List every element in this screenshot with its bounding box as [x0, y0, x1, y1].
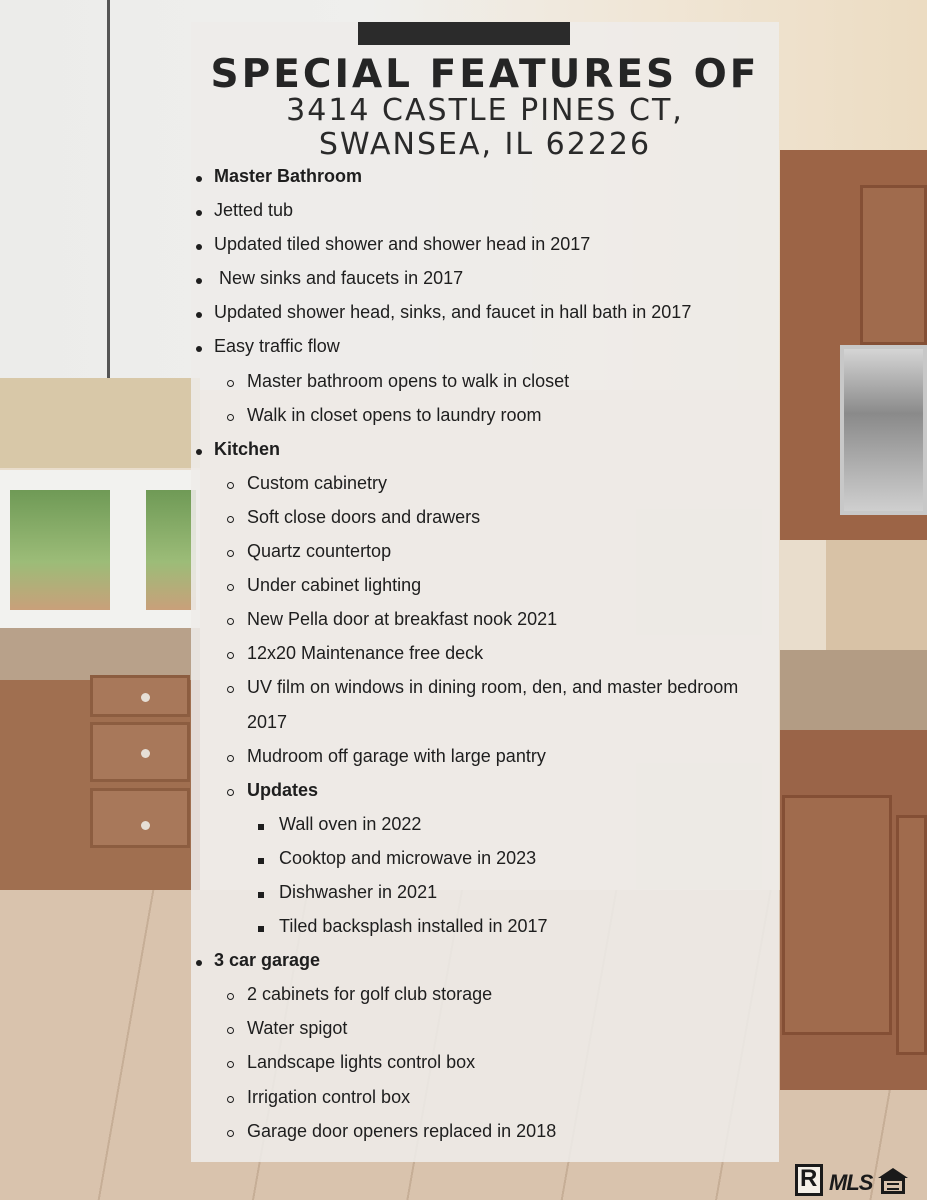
list-item: Cooktop and microwave in 2023 [191, 844, 779, 878]
list-item: UV film on windows in dining room, den, and master bedroom [191, 673, 779, 707]
countertop-left [0, 628, 200, 680]
bullet-ring-icon [227, 1083, 234, 1111]
list-item: Updated tiled shower and shower head in 2017 [191, 230, 779, 264]
bullet-ring-icon [227, 503, 234, 531]
bullet-ring-icon [227, 742, 234, 770]
cabinet-door [860, 185, 927, 345]
knob [141, 693, 150, 702]
list-item: Custom cabinetry [191, 469, 779, 503]
cabinet-door [896, 815, 927, 1055]
list-item: Quartz countertop [191, 537, 779, 571]
bullet-dot-icon [196, 264, 202, 292]
bullet-square-icon [258, 912, 264, 940]
list-item: Tiled backsplash installed in 2017 [191, 912, 779, 946]
page-title: SPECIAL FEATURES OF [210, 52, 760, 97]
bullet-ring-icon [227, 639, 234, 667]
list-item: Kitchen [191, 435, 779, 469]
bullet-square-icon [258, 878, 264, 906]
backsplash [826, 540, 927, 650]
list-item: Master Bathroom [191, 162, 779, 196]
list-item: Mudroom off garage with large pantry [191, 742, 779, 776]
bullet-ring-icon [227, 367, 234, 395]
bullet-dot-icon [196, 196, 202, 224]
countertop-right [780, 650, 927, 730]
list-item: 3 car garage [191, 946, 779, 980]
list-item: Easy traffic flow [191, 332, 779, 366]
bullet-ring-icon [227, 1048, 234, 1076]
bullet-ring-icon [227, 571, 234, 599]
list-item: New sinks and faucets in 2017 [191, 264, 779, 298]
bullet-ring-icon [227, 980, 234, 1008]
bullet-square-icon [258, 810, 264, 838]
bullet-square-icon [258, 844, 264, 872]
mls-logo: MLS [829, 1170, 873, 1195]
drawer [90, 675, 190, 717]
bullet-ring-icon [227, 1117, 234, 1145]
footer-logos [795, 1160, 908, 1196]
list-item: Landscape lights control box [191, 1048, 779, 1082]
feature-list [191, 162, 779, 1151]
bullet-ring-icon [227, 605, 234, 633]
list-item: 12x20 Maintenance free deck [191, 639, 779, 673]
address-line-2: SWANSEA, IL 62226 [318, 127, 652, 162]
accent-bar [358, 22, 570, 45]
bullet-dot-icon [196, 946, 202, 974]
cabinet-door [782, 795, 892, 1035]
list-item: Garage door openers replaced in 2018 [191, 1117, 779, 1151]
list-item-continuation: 2017 [247, 711, 288, 732]
bullet-ring-icon [227, 776, 234, 804]
address-line-1: 3414 CASTLE PINES CT, [286, 93, 684, 128]
list-item: Wall oven in 2022 [191, 810, 779, 844]
wall-left [0, 378, 200, 468]
bullet-dot-icon [196, 162, 202, 190]
list-item: Water spigot [191, 1014, 779, 1048]
list-item: Updated shower head, sinks, and faucet in hall bath in 2017 [191, 298, 779, 332]
list-item: 2 cabinets for golf club storage [191, 980, 779, 1014]
pendant-light-rod [107, 0, 110, 380]
knob [141, 749, 150, 758]
bullet-dot-icon [196, 435, 202, 463]
list-item: Updates [191, 776, 779, 810]
list-item: New Pella door at breakfast nook 2021 [191, 605, 779, 639]
list-item: Irrigation control box [191, 1083, 779, 1117]
bullet-dot-icon [196, 332, 202, 360]
list-item: Master bathroom opens to walk in closet [191, 367, 779, 401]
property-address [191, 94, 779, 162]
list-item: Walk in closet opens to laundry room [191, 401, 779, 435]
features-panel [191, 22, 779, 1162]
bullet-ring-icon [227, 537, 234, 565]
bullet-dot-icon [196, 298, 202, 326]
list-item: Under cabinet lighting [191, 571, 779, 605]
bullet-ring-icon [227, 469, 234, 497]
realtor-logo-icon: R [795, 1164, 823, 1196]
equal-housing-opportunity-icon [878, 1168, 908, 1196]
knob [141, 821, 150, 830]
list-item: Dishwasher in 2021 [191, 878, 779, 912]
microwave [840, 345, 927, 515]
bullet-dot-icon [196, 230, 202, 258]
window-pane-left [10, 490, 110, 610]
bullet-ring-icon [227, 1014, 234, 1042]
list-item: Jetted tub [191, 196, 779, 230]
drawer [90, 788, 190, 848]
window-pane-right [146, 490, 196, 610]
list-item: Soft close doors and drawers [191, 503, 779, 537]
bullet-ring-icon [227, 401, 234, 429]
bullet-ring-icon [227, 673, 234, 701]
drawer [90, 722, 190, 782]
